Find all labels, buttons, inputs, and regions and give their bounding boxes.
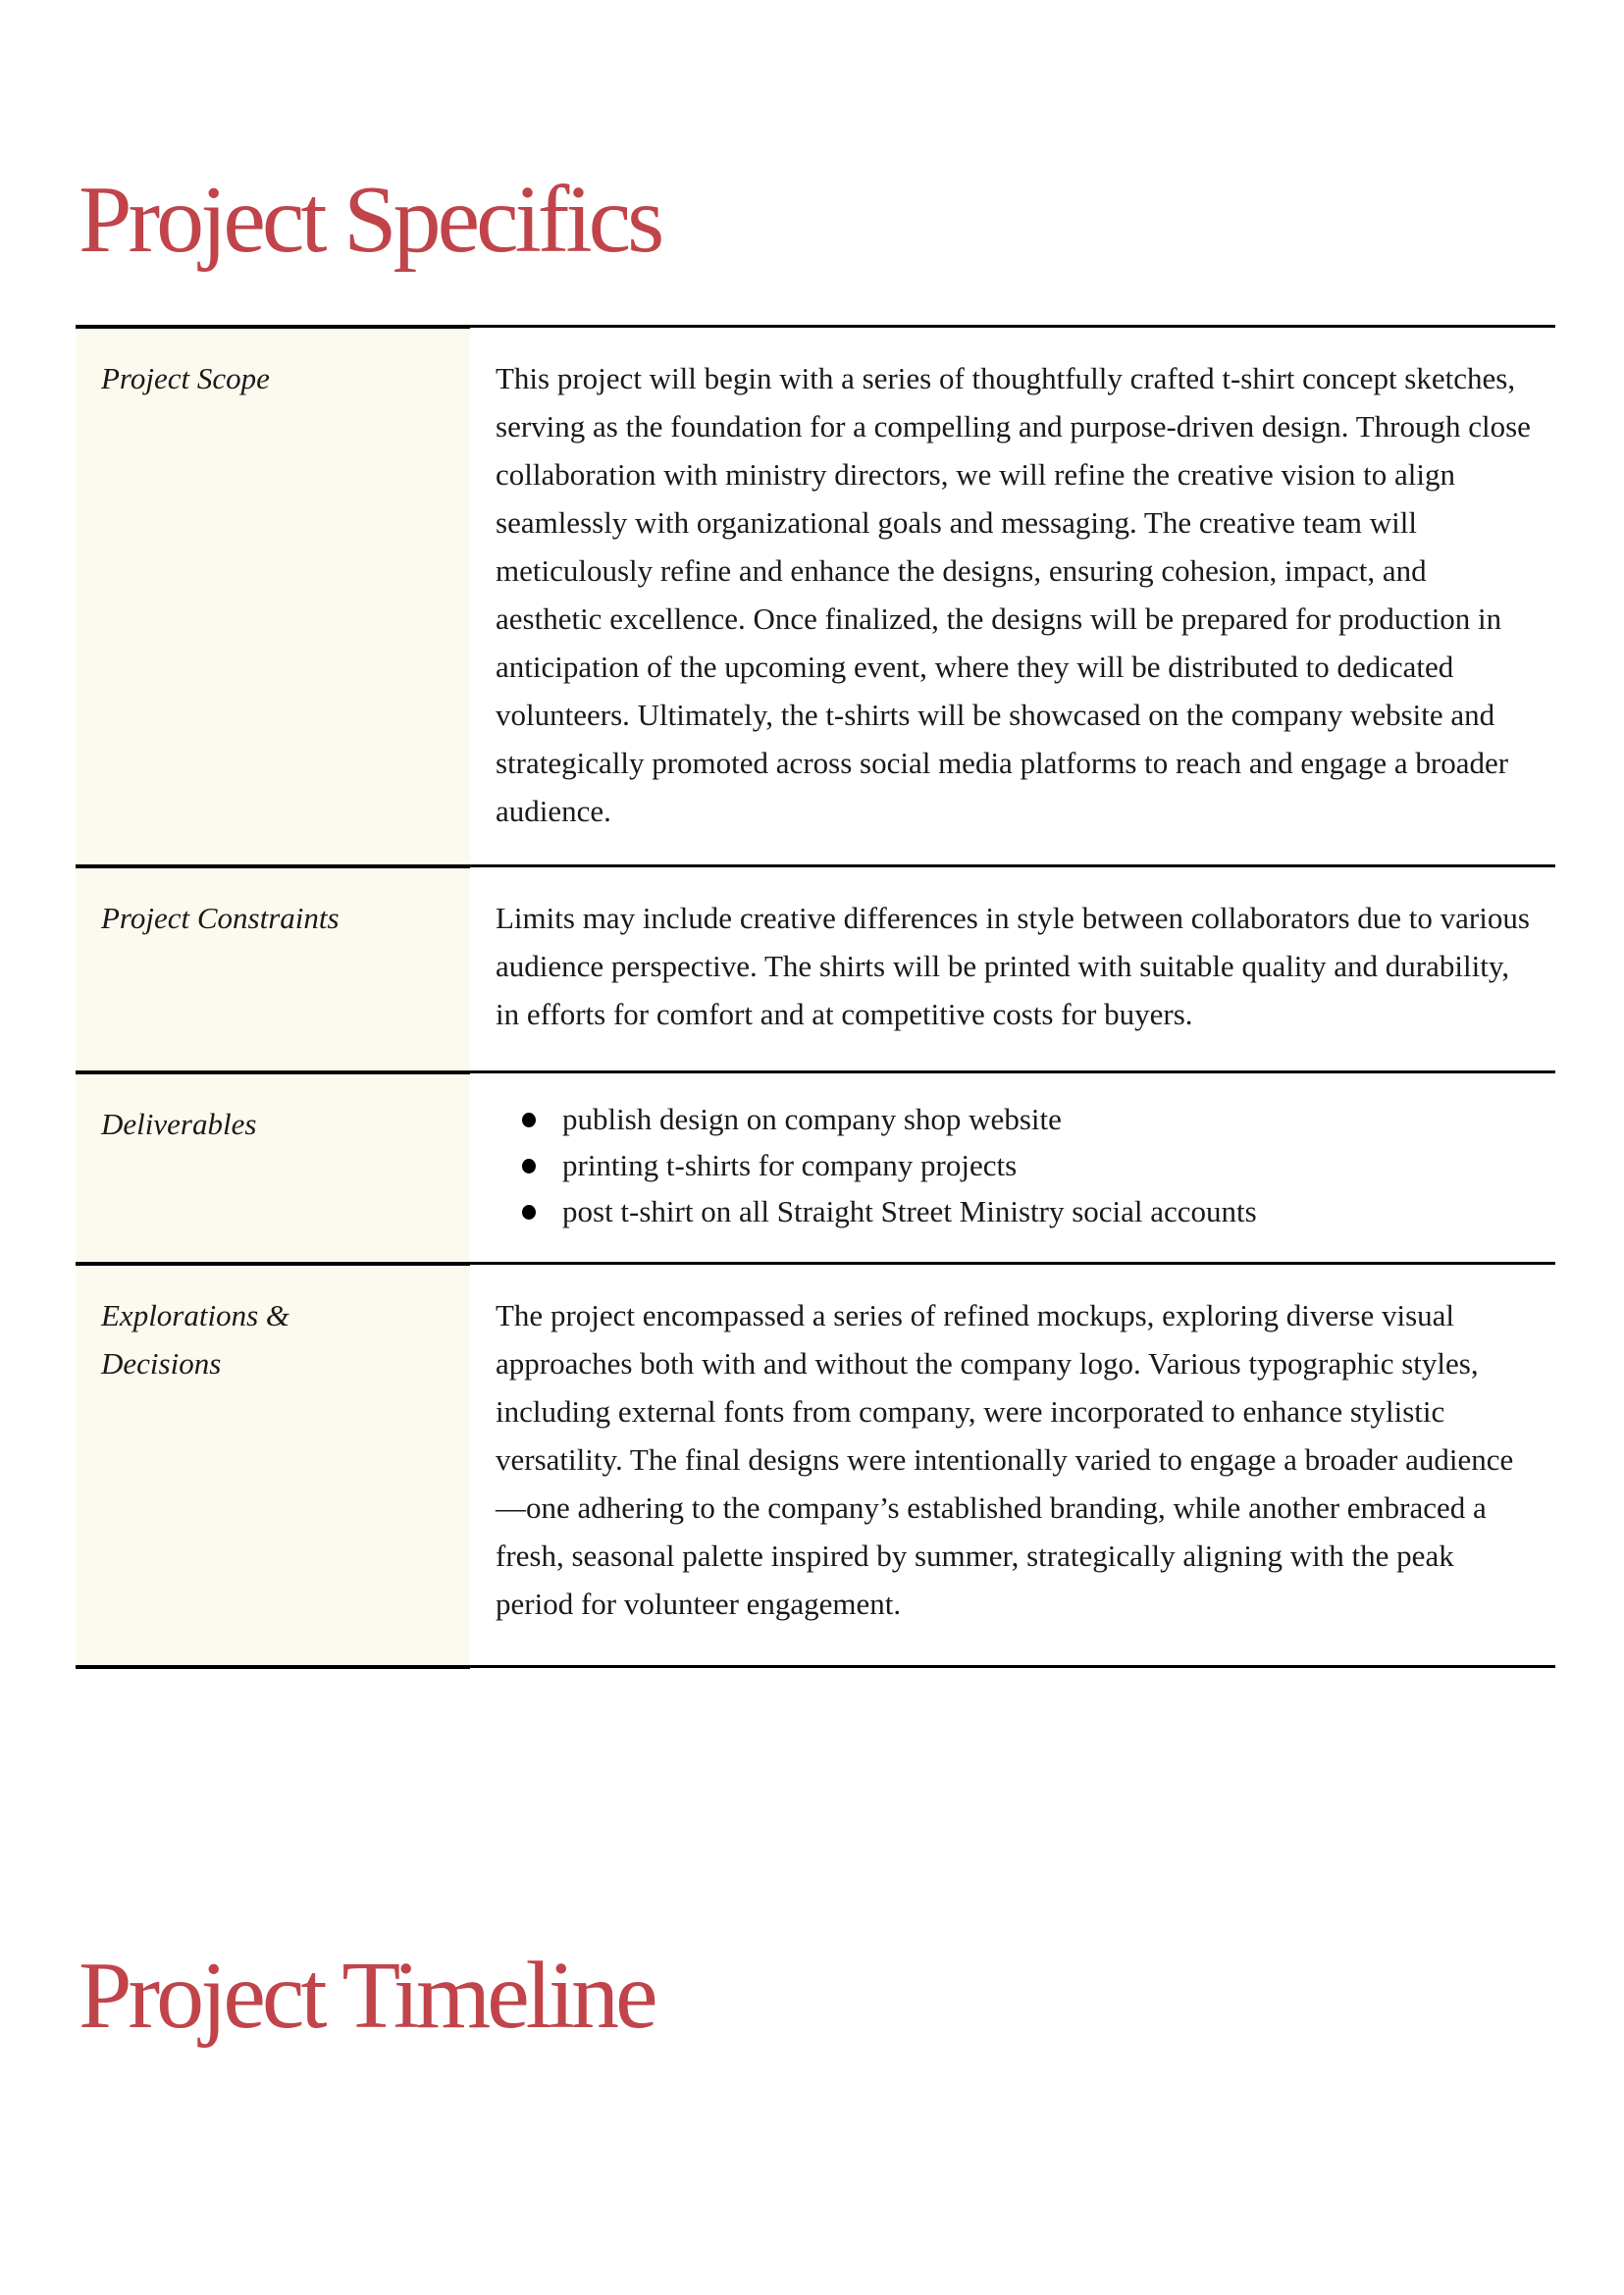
table-row-explorations-decisions [76,1262,1555,1665]
table-row-project-constraints [76,864,1555,1070]
row-content [470,864,1555,1070]
deliverables-list [496,1096,1536,1234]
project-timeline-heading: Project Timeline [79,1943,655,2049]
list-item-text: post t-shirt on all Straight Street Ministry social accounts [562,1194,1257,1228]
bullet-icon [522,1159,536,1174]
row-content [470,325,1555,864]
project-constraints-text: Limits may include creative differences in style between collaborators due to various audience perspective. The shirts will be printed with suitable quality and durability, in efforts for comfort and at competitive costs for buyers. [496,901,1530,1031]
row-label: Explorations & Decisions [76,1262,470,1665]
bullet-icon [522,1205,536,1220]
table-row-deliverables [76,1070,1555,1262]
row-label: Project Constraints [76,864,470,1070]
project-specifics-table [76,325,1555,1665]
table-row-project-scope [76,325,1555,864]
project-specifics-heading: Project Specifics [79,167,661,273]
project-scope-text: This project will begin with a series of thoughtfully crafted t-shirt concept sketches, serving as the foundation for a compelling and purpose-driven design. Through close collaboration with ministry directors, we will refine the creative vision to align seamlessly with organizational goals and messaging. The creative team will meticulously refine and enhance the designs, ensuring cohesion, impact, and aesthetic excellence. Once finalized, the designs will be prepared for production in anticipation of the upcoming event, where they will be distributed to dedicated volunteers. Ultimately, the t-shirts will be showcased on the company website and strategically promoted across social media platforms to reach and engage a broader audience. [496,361,1531,828]
list-item-text: printing t-shirts for company projects [562,1148,1018,1182]
row-label: Deliverables [76,1070,470,1262]
list-item [496,1188,1536,1234]
list-item-text: publish design on company shop website [562,1102,1062,1136]
list-item [496,1096,1536,1142]
explorations-text: The project encompassed a series of refined mockups, exploring diverse visual approaches both with and without the company logo. Various typographic styles, including external fonts from company, were incorporated to enhance stylistic versatility. The final designs were intentionally varied to engage a broader audience—one adhering to the company’s established branding, while another embraced a fresh, seasonal palette inspired by summer, strategically aligning with the peak period for volunteer engagement. [496,1298,1514,1621]
row-content [470,1070,1555,1262]
bullet-icon [522,1113,536,1127]
row-content [470,1262,1555,1665]
row-label: Project Scope [76,325,470,864]
list-item [496,1142,1536,1188]
